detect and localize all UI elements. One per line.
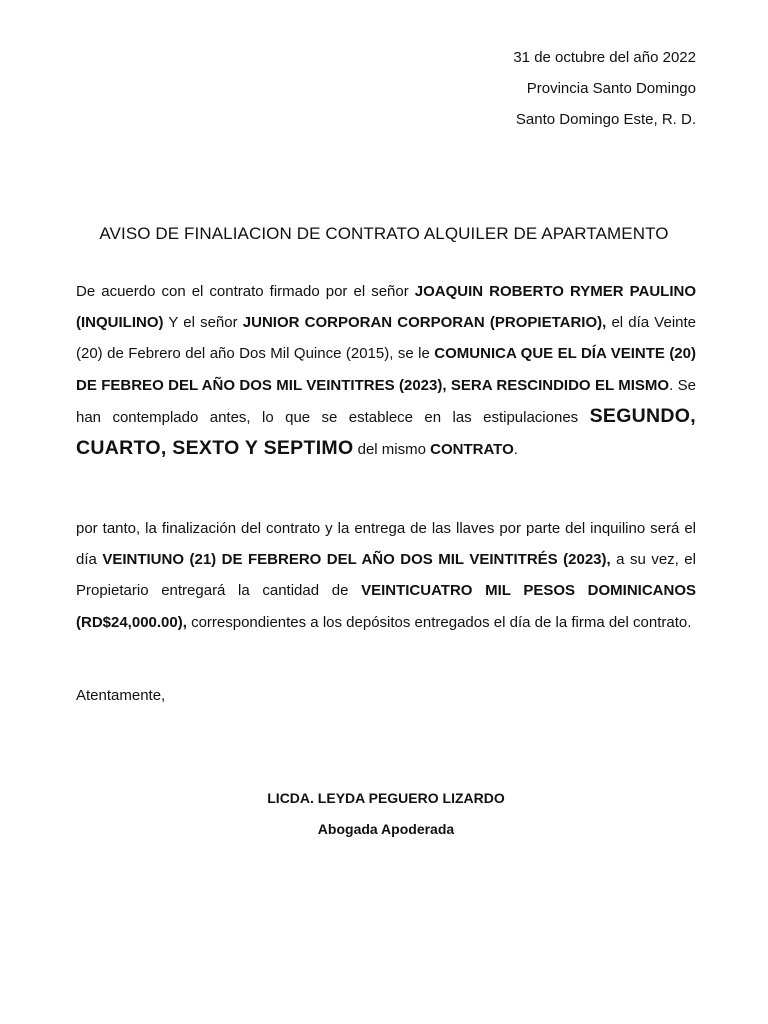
signer-name: LICDA. LEYDA PEGUERO LIZARDO [267,790,505,806]
rescission-notice: COMUNICA QUE EL DÍA VEINTE (20) DE FEBREO DEL AÑO DOS MIL VEINTITRES (2023), SERA RESCINDIDO EL MISMO [76,345,696,394]
owner-name: JUNIOR CORPORAN CORPORAN (PROPIETARIO), [242,314,607,332]
p1-text-1: De acuerdo con el contrato firmado por el señor [76,283,415,300]
paragraph-key-handover [76,513,696,638]
date-line: 31 de octubre del año 2022 [513,49,696,66]
signer-role: Abogada Apoderada [317,821,455,837]
province-line: Provincia Santo Domingo [526,80,696,97]
letter-header [513,42,696,135]
paragraph-contract-notice [76,276,696,465]
p1-text-6: . [513,441,518,459]
tenant-name: JOAQUIN ROBERTO RYMER PAULINO (INQUILINO) [76,283,696,332]
closing-salutation: Atentamente, [76,687,166,704]
city-line: Santo Domingo Este, R. D. [515,111,696,128]
p2-text-2: a su vez, el Propietario entregará la cantidad de [76,551,696,600]
p2-text-1: por tanto, la finalización del contrato y la entrega de las llaves por parte del inquilino será el día [76,520,696,569]
contract-word: CONTRATO [430,441,514,459]
stipulations-list: SEGUNDO, CUARTO, SEXTO Y SEPTIMO [76,404,696,460]
p1-text-5: del mismo [353,441,431,459]
p2-text-3: correspondientes a los depósitos entregados el día de la firma del contrato. [186,613,692,631]
p1-text-2: Y el señor [163,314,243,332]
p1-text-4: . Se han contemplado antes, lo que se establece en las estipulaciones [76,376,696,426]
document-title: AVISO DE FINALIACION DE CONTRATO ALQUILER DE APARTAMENTO [99,224,669,243]
p1-text-3: el día Veinte (20) de Febrero del año Dos Mil Quince (2015), se le [76,314,696,363]
signature-block [0,783,768,845]
handover-date: VEINTIUNO (21) DE FEBRERO DEL AÑO DOS MIL VEINTITRÉS (2023), [102,551,611,569]
deposit-amount: VEINTICUATRO MIL PESOS DOMINICANOS (RD$24,000.00), [76,582,696,631]
